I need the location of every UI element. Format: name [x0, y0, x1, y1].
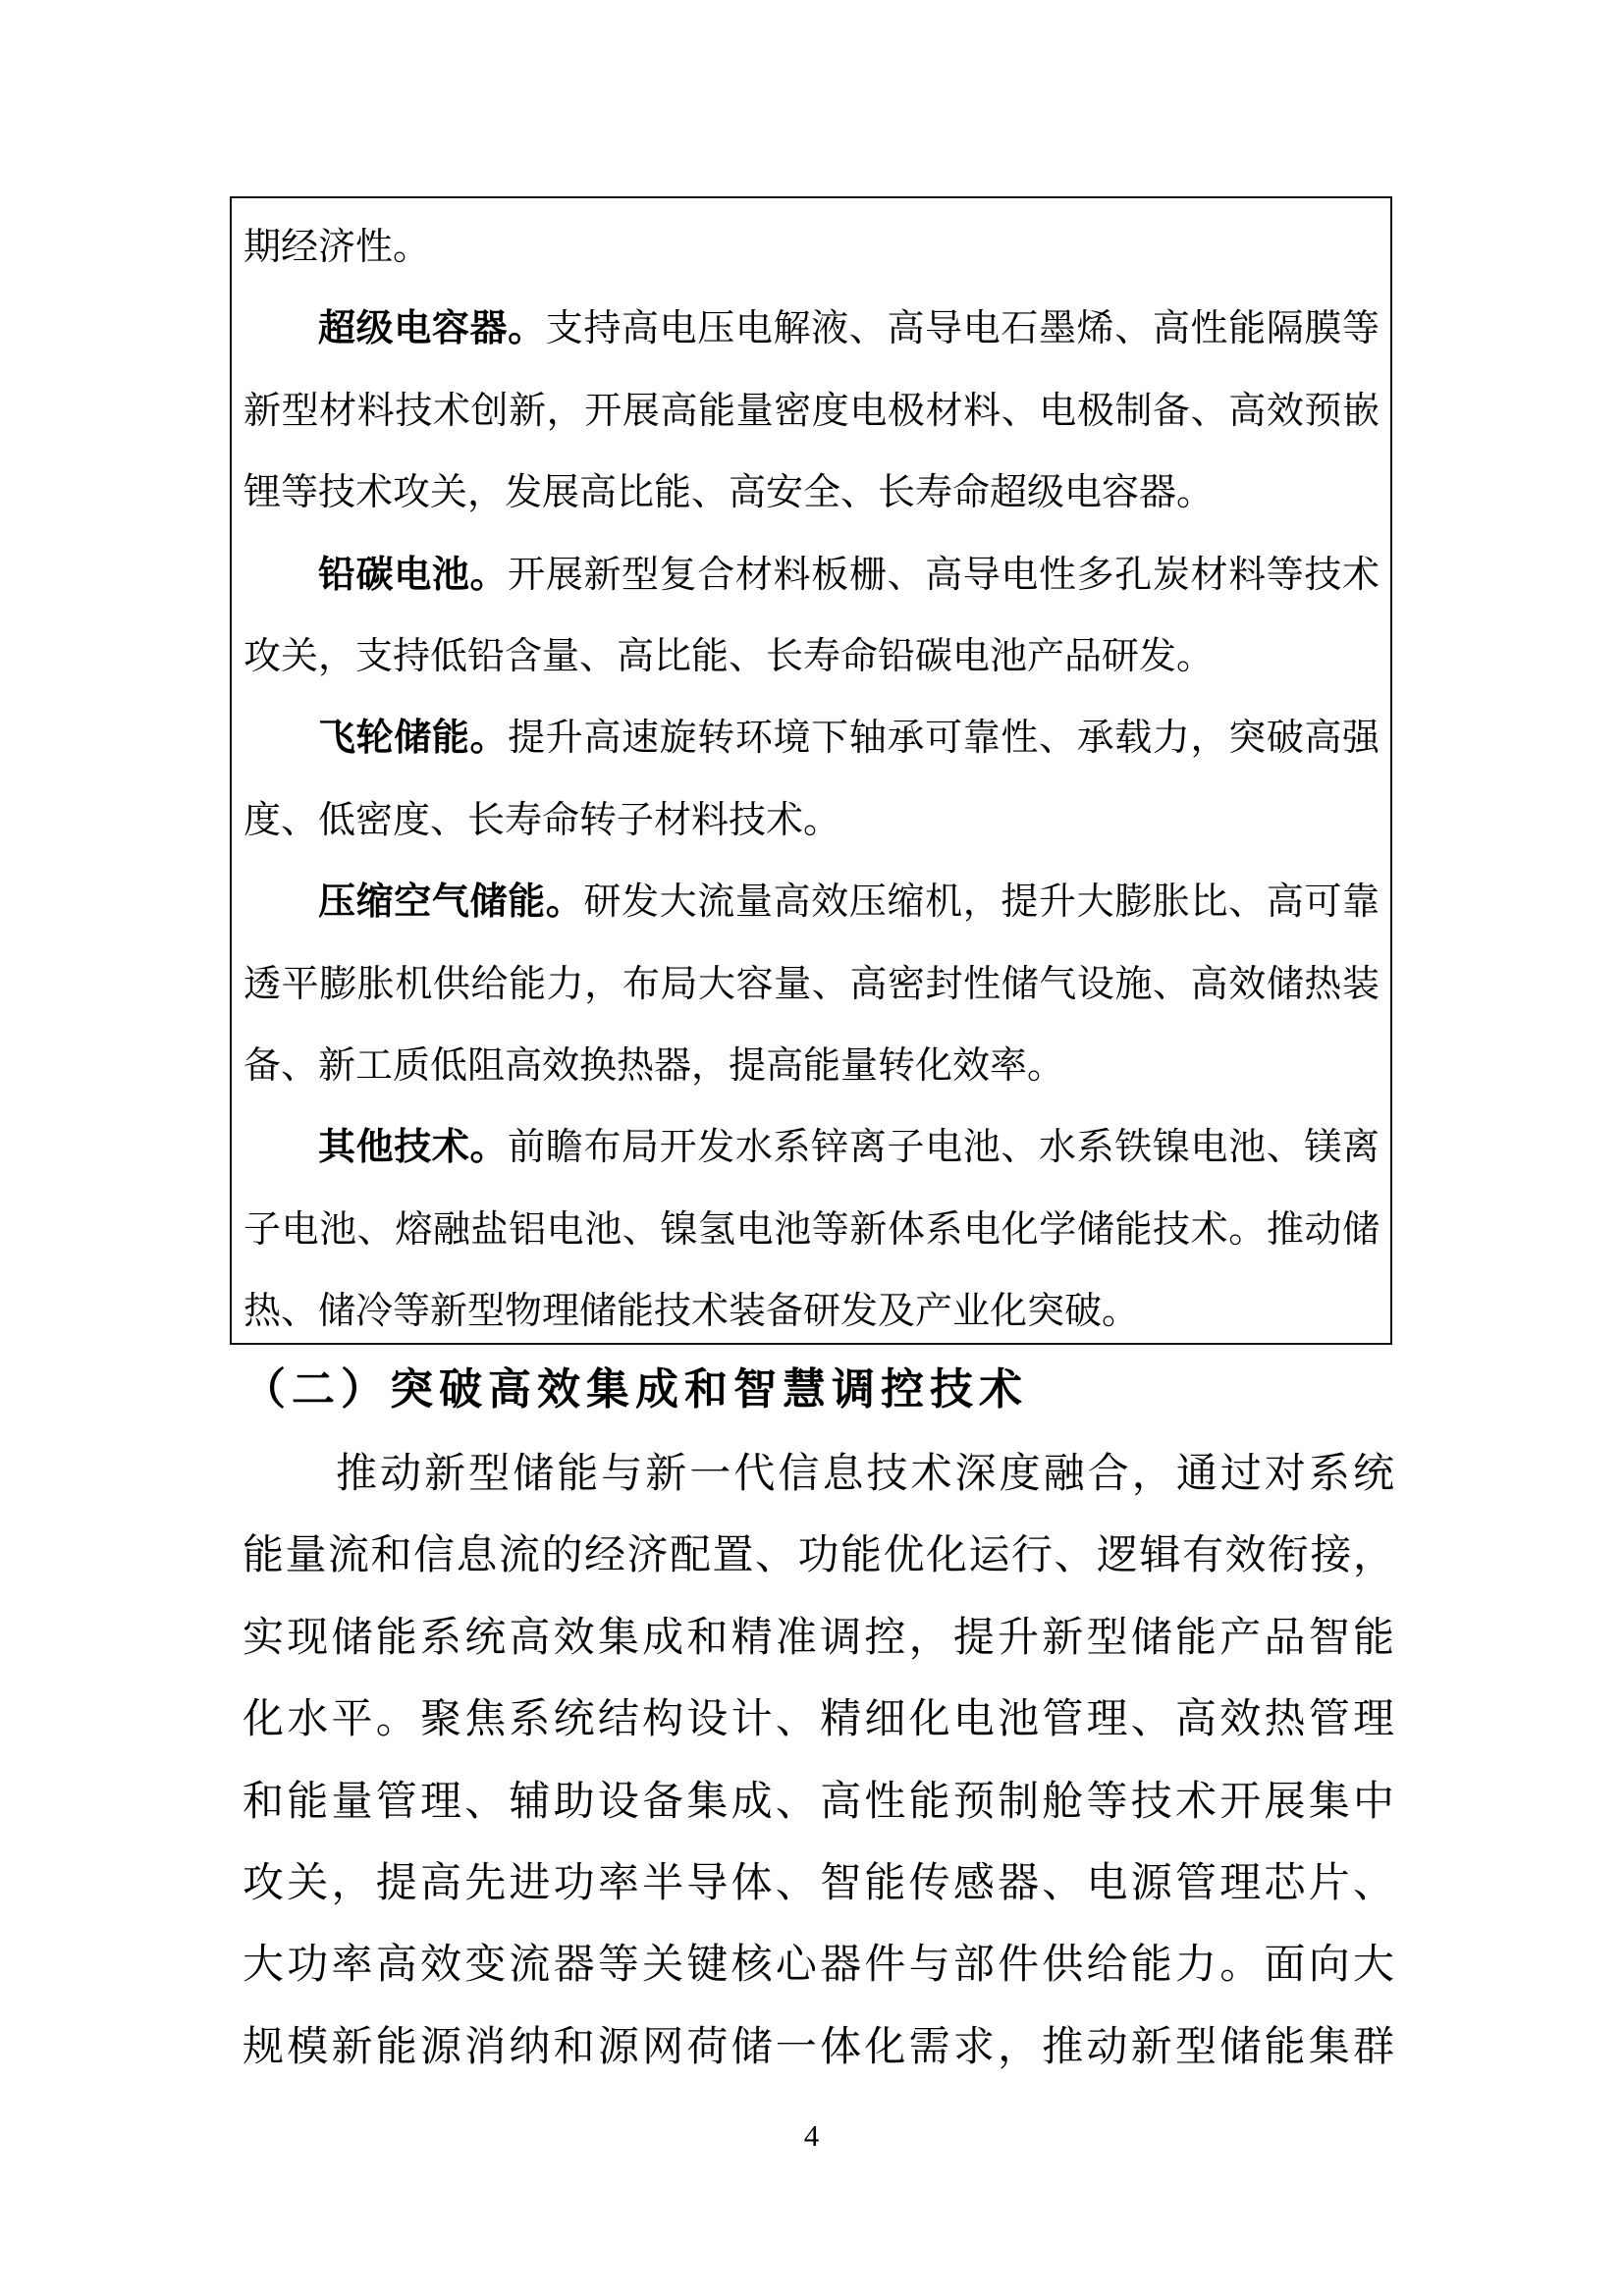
box-line: 子电池、熔融盐铝电池、镍氢电池等新体系电化学储能技术。推动储	[243, 1208, 1380, 1251]
box-line	[243, 289, 1380, 370]
body-line: 和能量管理、辅助设备集成、高性能预制舱等技术开展集中	[243, 1779, 1394, 1825]
box-line	[243, 535, 1380, 616]
body-line: 攻关，提高先进功率半导体、智能传感器、电源管理芯片、	[243, 1860, 1394, 1906]
page-number: 4	[803, 2118, 820, 2153]
line-text: 提升高速旋转环境下轴承可靠性、承载力，突破高强	[508, 718, 1380, 760]
run-in-heading: 铅碳电池。	[318, 554, 509, 596]
line-text: 开展新型复合材料板栅、高导电性多孔炭材料等技术	[508, 554, 1380, 596]
box-line	[243, 698, 1380, 779]
run-in-heading: 压缩空气储能。	[318, 881, 584, 924]
box-line	[243, 862, 1380, 943]
body-line: 大功率高效变流器等关键核心器件与部件供给能力。面向大	[243, 1943, 1394, 1989]
box-line: 备、新工质低阻高效换热器，提高能量转化效率。	[243, 1044, 1065, 1087]
body-line: 规模新能源消纳和源网荷储一体化需求，推动新型储能集群	[243, 2024, 1394, 2070]
body-line: 能量流和信息流的经济配置、功能优化运行、逻辑有效衔接，	[243, 1533, 1394, 1579]
line-text: 前瞻布局开发水系锌离子电池、水系铁镍电池、镁离	[508, 1127, 1380, 1169]
line-text: 支持高电压电解液、高导电石墨烯、高性能隔膜等	[545, 308, 1380, 350]
body-line: 推动新型储能与新一代信息技术深度融合，通过对系统	[336, 1452, 1394, 1497]
box-line: 新型材料技术创新，开展高能量密度电极材料、电极制备、高效预嵌	[243, 390, 1380, 432]
run-in-heading: 飞轮储能。	[318, 718, 509, 760]
body-paragraph	[243, 1434, 1394, 2089]
line-text: 研发大流量高效压缩机，提升大膨胀比、高可靠	[583, 881, 1380, 924]
box-line: 度、低密度、长寿命转子材料技术。	[243, 799, 841, 841]
box-line: 期经济性。	[243, 227, 431, 268]
box-line	[243, 1107, 1380, 1189]
box-line: 热、储冷等新型物理储能技术装备研发及产业化突破。	[243, 1291, 1140, 1333]
bordered-text-box	[230, 196, 1392, 1345]
box-line: 透平膨胀机供给能力，布局大容量、高密封性储气设施、高效储热装	[243, 963, 1380, 1005]
box-line: 锂等技术攻关，发展高比能、高安全、长寿命超级电容器。	[243, 472, 1215, 514]
body-line: 实现储能系统高效集成和精准调控，提升新型储能产品智能	[243, 1615, 1394, 1661]
section-heading: （二）突破高效集成和智慧调控技术	[243, 1365, 1028, 1414]
run-in-heading: 其他技术。	[318, 1127, 509, 1169]
run-in-heading: 超级电容器。	[318, 308, 546, 350]
body-line: 化水平。聚焦系统结构设计、精细化电池管理、高效热管理	[243, 1697, 1394, 1743]
box-line: 攻关，支持低铅含量、高比能、长寿命铅碳电池产品研发。	[243, 635, 1215, 677]
